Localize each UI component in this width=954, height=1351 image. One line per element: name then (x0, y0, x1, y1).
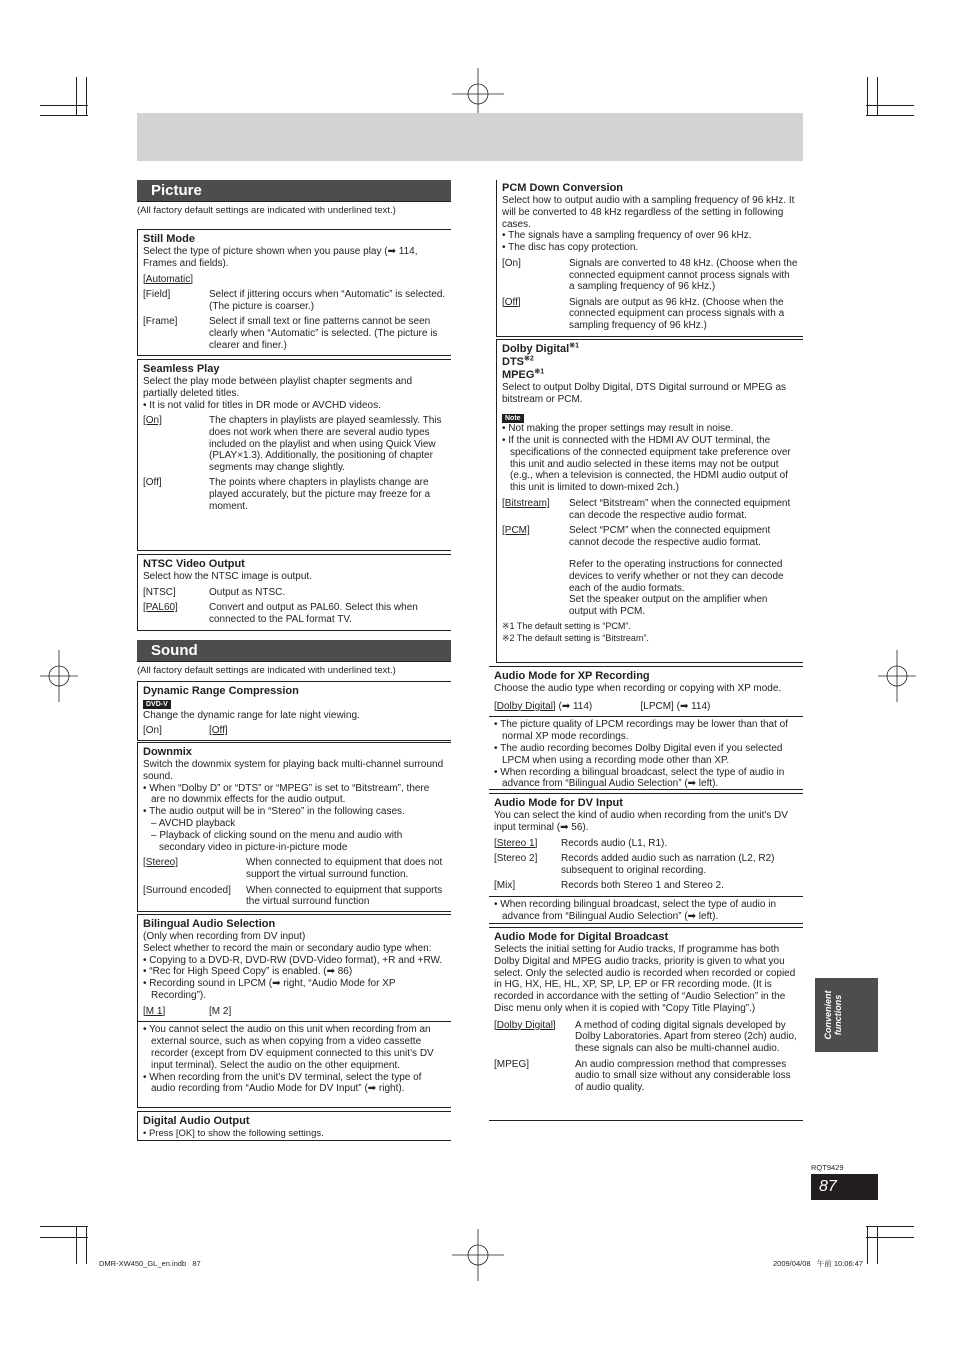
option-label: [On] (502, 257, 521, 269)
option-label: [Field] (143, 289, 171, 301)
option-desc: An audio compression method that compresses audio to small size without any considerable loss of audio quality. (575, 1058, 791, 1093)
option-desc: Select “Bitstream” when the connected equipment can decode the respective audio format. (569, 497, 791, 521)
setting-dolby-dts-mpeg (496, 339, 803, 663)
crop-mark (40, 115, 88, 116)
bullet: • The audio recording becomes Dolby Digital even if you selected LPCM when using a recording mode other than XP. (494, 742, 783, 766)
crop-mark (40, 105, 88, 106)
setting-title: Downmix (143, 746, 192, 758)
setting-title: MPEG (502, 369, 535, 381)
option-label: [Stereo 1] (494, 837, 538, 849)
setting-title: Still Mode (143, 233, 195, 245)
default-note: (All factory default settings are indicated with underlined text.) (137, 665, 396, 676)
crop-mark (866, 115, 914, 116)
setting-pcm-down-conversion (496, 180, 803, 337)
crop-mark (867, 1226, 868, 1264)
option-label: [Stereo 2] (494, 853, 538, 865)
setting-ntsc-output (137, 554, 451, 631)
crop-mark (40, 1237, 88, 1238)
crop-mark (86, 1226, 87, 1264)
bullet: • When “Dolby D” or “DTS” or “MPEG” is set to “Bitstream”, there are no downmix effects for the audio output. (143, 782, 430, 806)
option-label: [On] (143, 725, 162, 737)
option-label: [Dolby Digital] (494, 700, 556, 712)
crop-mark (877, 77, 878, 115)
option-ref: (➡ 114) (558, 700, 593, 712)
option-label: [Stereo] (143, 857, 179, 869)
option-desc: When connected to equipment that does not support the virtual surround function. (246, 857, 443, 880)
setting-dynamic-range (137, 681, 451, 741)
setting-digital-audio-output (137, 1111, 451, 1141)
option-desc: Select if small text or fine patterns cannot be seen clearly when “Automatic” is selected. (The picture is clearer and finer.) (209, 316, 438, 351)
crop-mark (866, 1237, 914, 1238)
crop-mark (86, 77, 87, 115)
model-code: RQT9429 (811, 1163, 844, 1172)
option-label: [Frame] (143, 316, 178, 328)
option-label: [Off] (209, 725, 228, 737)
section-heading-picture: Picture (137, 180, 451, 202)
bullet: • When recording from the unit’s DV terminal, select the type of audio recording from “Audio Mode for DV Input” (➡ right). (143, 1071, 422, 1095)
setting-title: DTS (502, 356, 524, 368)
bullet: • The audio output will be in “Stereo” in the following cases. (143, 806, 405, 818)
option-label: [Automatic] (143, 273, 194, 285)
setting-title: Audio Mode for Digital Broadcast (494, 931, 669, 943)
option-desc: Convert and output as PAL60. Select this when connected to the PAL format TV. (209, 602, 418, 625)
bullet: • Recording sound in LPCM (➡ right, “Audio Mode for XP Recording”). (143, 978, 396, 1001)
option-label: [Dolby Digital] (494, 1019, 556, 1031)
option-label: [M 2] (209, 1005, 232, 1017)
setting-title: PCM Down Conversion (502, 182, 624, 194)
option-desc: When connected to equipment that supports the virtual surround function (246, 884, 443, 908)
side-tab (815, 978, 878, 1052)
bullet: • Not making the proper settings may result in noise. (502, 423, 734, 435)
sub-bullet: – Playback of clicking sound on the menu and audio with secondary video in picture-in-picture mode (151, 829, 403, 853)
setting-subtitle: (Only when recording from DV input) (143, 931, 306, 942)
crop-mark (76, 77, 77, 115)
setting-bilingual-audio (137, 914, 451, 1108)
option-desc: Signals are output as 96 kHz. (Choose when the connected equipment can process signals with a sampling frequency of 96 kHz.) (569, 296, 785, 331)
setting-dv-input-audio (489, 793, 803, 924)
bullet: • When recording a bilingual broadcast, select the type of audio in advance from “Bilingual Audio Selection” (➡ left). (494, 766, 785, 790)
setting-xp-audio (489, 666, 803, 790)
option-label: [Surround encoded] (143, 884, 231, 896)
setting-desc: Select how the NTSC image is output. (143, 571, 312, 582)
setting-title: Digital Audio Output (143, 1115, 250, 1127)
option-label: [Mix] (494, 880, 516, 892)
setting-desc: Select how to output audio with a sampling frequency of 96 kHz. It will be converted to 48 kHz regardless of the setting in following cases. (502, 195, 795, 230)
crop-mark (877, 1226, 878, 1264)
option-desc: Records added audio such as narration (L2, R2) subsequent to original recording. (561, 853, 775, 876)
page-number: 87 (811, 1174, 878, 1200)
registration-mark-icon (878, 650, 916, 702)
option-desc: Output as NTSC. (209, 586, 286, 598)
option-desc: A method of coding digital signals developed by Dolby Laboratories. Apart from stereo (2ch) audio, these signals can also be multi-channel audio. (575, 1019, 797, 1054)
setting-digital-broadcast-audio (489, 927, 803, 1121)
footer-file: DMR-XW450_GL_en.indb 87 (99, 1259, 201, 1268)
footnote-ref: ※1 (534, 368, 545, 376)
setting-desc: Change the dynamic range for late night viewing. (143, 709, 360, 721)
crop-mark (867, 77, 868, 115)
option-label: [Off] (143, 477, 162, 489)
option-desc: Select “PCM” when the connected equipment cannot decode the respective audio format. (569, 525, 771, 548)
option-ref: (➡ 114) (676, 700, 711, 712)
bullet: • “Rec for High Speed Copy” is enabled. (➡ 86) (143, 966, 353, 978)
option-desc: Records both Stereo 1 and Stereo 2. (561, 880, 724, 892)
bullet: • The disc has copy protection. (502, 242, 639, 254)
header-band (137, 113, 803, 161)
default-note: (All factory default settings are indicated with underlined text.) (137, 205, 396, 216)
setting-title: Audio Mode for DV Input (494, 797, 623, 809)
footnote: ※2 The default setting is “Bitstream”. (502, 633, 649, 644)
setting-desc: Switch the downmix system for playing back multi-channel surround sound. (143, 759, 444, 782)
setting-still-mode (137, 229, 451, 356)
section-heading-sound: Sound (137, 640, 451, 662)
option-label: [Bitstream] (502, 497, 550, 509)
setting-title: Dolby Digital (502, 343, 570, 355)
dvd-v-badge: DVD-V (143, 700, 171, 709)
setting-title: Audio Mode for XP Recording (494, 670, 650, 682)
option-label: [Off] (502, 296, 521, 308)
option-desc: The chapters in playlists are played seamlessly. This does not work when there are several audio types included on the playlist and when using Quick View (PLAY×1.3). Additionally, the positioning of chapter segments may change slightly. (209, 415, 442, 473)
option-label: [LPCM] (640, 700, 674, 712)
registration-mark-icon (40, 650, 78, 702)
bullet: • Press [OK] to show the following settings. (143, 1128, 324, 1139)
bullet: • If the unit is connected with the HDMI AV OUT terminal, the specifications of the connected equipment take preference over this unit and audio selected in these items may not be output (e.g., when a television is connected, the HDMI audio output of this unit is limited to down-mixed 2ch.) (502, 434, 791, 494)
note-badge: Note (502, 414, 524, 423)
bullet: • The picture quality of LPCM recordings may be lower than that of normal XP mode recordings. (494, 719, 789, 743)
setting-title: Dynamic Range Compression (143, 685, 299, 697)
footer-date: 2009/04/08 午前 10:06:47 (773, 1259, 864, 1268)
option-label: [NTSC] (143, 586, 176, 598)
option-desc: Records audio (L1, R1). (561, 837, 668, 849)
footnote-ref: ※1 (569, 342, 579, 350)
bullet: • It is not valid for titles in DR mode or AVCHD videos. (143, 399, 381, 411)
bullet: • Copying to a DVD-R, DVD-RW (DVD-Video format), +R and +RW. (143, 954, 443, 966)
bullet: • The signals have a sampling frequency of over 96 kHz. (502, 230, 752, 242)
registration-mark-icon (452, 1229, 504, 1281)
option-label: [PCM] (502, 525, 530, 537)
option-desc: The points where chapters in playlists change are played accurately, but the picture may freeze for a moment. (209, 477, 431, 512)
option-label: [MPEG] (494, 1058, 530, 1070)
option-label: [M 1] (143, 1005, 166, 1017)
setting-desc: Choose the audio type when recording or copying with XP mode. (494, 683, 782, 694)
crop-mark (866, 105, 914, 106)
setting-seamless-play (137, 359, 451, 551)
option-desc: Refer to the operating instructions for connected devices to verify whether or not they can decode each of the audio formats. (569, 559, 784, 594)
setting-desc: Selects the initial setting for Audio tracks, If programme has both Dolby Digital and MPEG audio tracks, priority is given to what you select. Only the selected audio is recorded when recorded or copied in HG, HX, HE, HL, XP, SP, LP, EP or FR recording mode. (It is recorded in accordance with the setting of “Audio Selection” in the Disc menu only when it is copied with “Copy Title Playing”.) (494, 944, 796, 1014)
setting-desc: Select the type of picture shown when you pause play (➡ 114, Frames and fields). (143, 246, 418, 269)
setting-title: Bilingual Audio Selection (143, 918, 276, 930)
bullet: • You cannot select the audio on this unit when recording from an external source, such as when copying from a video cassette recorder (except from DV equipment connected to this unit’s DV input terminal). Select the audio on the other equipment. (143, 1024, 434, 1071)
option-label: [PAL60] (143, 602, 178, 614)
setting-downmix (137, 742, 451, 912)
option-desc: Select if jittering occurs when “Automatic” is selected. (The picture is coarser.) (209, 289, 446, 312)
sub-bullet: – AVCHD playback (151, 817, 236, 829)
setting-desc: You can select the kind of audio when recording from the unit's DV input terminal (➡ 56). (494, 810, 788, 833)
footnote-ref: ※2 (524, 355, 534, 363)
setting-desc: Select whether to record the main or secondary audio type when: (143, 942, 432, 954)
crop-mark (76, 1226, 77, 1264)
option-desc: Set the speaker output on the amplifier when output with PCM. (569, 594, 768, 617)
option-desc: Signals are converted to 48 kHz. (Choose when the connected equipment cannot process signals with a sampling frequency of 96 kHz.) (569, 257, 798, 293)
crop-mark (40, 1226, 88, 1227)
bullet: • When recording bilingual broadcast, select the type of audio in advance from “Bilingual Audio Selection” (➡ left). (494, 898, 777, 922)
setting-title: NTSC Video Output (143, 558, 245, 570)
option-label: [On] (143, 415, 162, 427)
side-tab-label: Convenient functions (823, 990, 843, 1040)
setting-title: Seamless Play (143, 363, 220, 375)
footnote: ※1 The default setting is “PCM”. (502, 621, 631, 632)
setting-desc: Select to output Dolby Digital, DTS Digital surround or MPEG as bitstream or PCM. (502, 382, 787, 405)
crop-mark (866, 1226, 914, 1227)
setting-desc: Select the play mode between playlist chapter segments and partially deleted titles. (143, 376, 413, 399)
